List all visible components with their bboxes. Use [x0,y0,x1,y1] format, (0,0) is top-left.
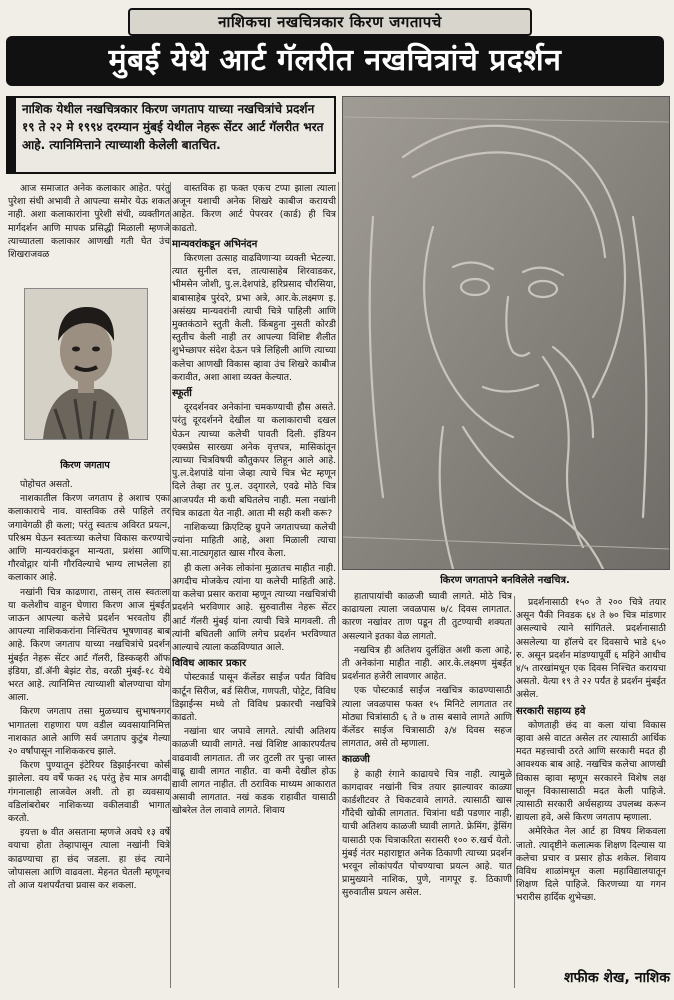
paragraph: किरणला उत्साह वाढविणाऱ्या व्यक्ती भेटल्या. त्यात सुनील दत्त, तात्यासाहेब शिरवाडकर, भीमसेन जोशी, पु.ल.देशपांडे, हरिप्रसाद चौरसिया, बाबासाहेब पुरंदरे, प्रभा अत्रे, आर.के.लक्ष्मण इ. असंख्य मान्यवरांनी त्याची चित्रे पाहिली आणि मुक्तकंठाने स्तुती केली. किंबहुना नुसती कोरडी स्तुतीच केली नाही तर आपल्या विशिष्ट शैलीत शुभेच्छापर संदेश देऊन पत्रे लिहिली आणि त्याच्या कलेचा आणखी विकास व्हावा उंच शिखरे काबीज करावीत, अशा आशा व्यक्त केल्यात. [172,253,336,383]
paragraph: नाशकातील किरण जगताप हे अशाच एका कलाकाराचे नाव. वास्तविक तसे पाहिले तर जगावेगळी ही कला; परंतु स्वतःच अविरत प्रयत्न, परिश्रम घेऊन स्वतःच्या कलेचा विकास करण्याचे आणि मान्यवरांकडून मान्यता, प्रशंसा आणि गौरवोद्गार यांनी गौरविल्याचे भाग्य लाभलेला हा कलाकार आहे. [8,493,170,584]
nail-art-photo [342,96,670,570]
paragraph: दूरदर्शनवर अनेकांना चमकण्याची हौस असते. परंतु दूरदर्शनने देखील या कलाकाराची दखल घेऊन त्याच्या कलेची पावती दिली. इंडियन एक्सप्रेस सारख्या अनेक वृत्तपत्र, मासिकांतून त्याच्या चित्रविषयी कौतुकपर लिहून आले आहे. पु.ल.देशपांडे यांना जेव्हा त्याचे चित्र भेट म्हणून दिले तेव्हा तर पु.ल. उद्‌गारले, एवढे मोठे चित्र आजपर्यंत मी कधी बघितलेच नाही. मला नखांनी चित्र काढता येत नाही. आता मी सही कशी करू? [172,402,336,519]
paragraph: पोहोचत असतो. [20,479,73,490]
paragraph: किरण पुण्यातून इंटेरियर डिझाईनरचा कोर्स झालेला. वय वर्षे फक्त २६ परंतु हेच मात्र अगदी गंगनालाही लाजवेल अशी. तो हा व्यवसाय वडिलांबरोबर नाशिकच्या वकीलवाडी भागात करतो. [8,760,170,825]
paragraph: प्रदर्शनासाठी १५० ते २०० चित्रे तयार असून पैकी निवडक ६४ ते ७० चित्र मांडणार असल्याचे त्याने सांगितले. प्रदर्शनासाठी असलेल्या या हॉलचे दर दिवसाचे भाडे ६५० रु. असून प्रदर्शन मांडण्यापूर्वी ६ महिने आधीच ४/५ तारखांमधून एक दिवस निश्चित करायचा असतो. येत्या १९ ते २२ पर्यंत हे प्रदर्शन मुंबईत असेल. [516,597,666,701]
paragraph: कोणताही छंद वा कला यांचा विकास व्हावा असे वाटत असेल तर त्यासाठी आर्थिक मदत महत्त्वाची ठरते आणि सरकारी मदत ही आवश्यक बाब आहे. नखचित्र कलेचा आणखी विकास व्हावा म्हणून सरकारने विशेष लक्ष घालून विकासासाठी मदत केली पाहिजे. त्यासाठी सरकारी अर्थसहाय्य उपलब्ध करून द्यायला हवे, असे किरण जगताप म्हणाला. [516,719,666,824]
column-1-top [8,182,170,286]
paragraph: हातापायांची काळजी घ्यावी लागते. मोठे चित्र काढायला त्याला जवळपास ७/८ दिवस लागतात. कारण नखांवर ताण पडून ती तुटण्याची शक्यता असल्याने इतका वेळ लागतो. [342,591,512,642]
paragraph: एक पोस्टकार्ड साईज नखचित्र काढण्यासाठी त्याला जवळपास फक्त १५ मिनिटे लागतात तर मोठ्या चित्रांसाठी ६ ते ७ तास बसावे लागते आणि कॅलेंडर साईज चित्रासाठी ३/४ दिवस सहज लागतात, असे तो म्हणाला. [342,685,512,750]
subheading: मान्यवरांकडून अभिनंदन [172,238,258,250]
paragraph: नखांना धार जपावे लागते. त्यांची अतिशय काळजी घ्यावी लागते. नखं विशिष्ट आकारपर्यंतच वाढवावी लागतात. ती जर तुटली तर पुन्हा जास्त वाढू द्यावी लागत नाहीत. वा कमी देखील होऊ द्यावी लागत नाहीत. ती ठराविक माध्यम आकारात असावी लागतात. नखं कडक राहावीत यासाठी खोबरेल तेल लावावे लागते. शिवाय [172,726,336,817]
headline: मुंबई येथे आर्ट गॅलरीत नखचित्रांचे प्रदर्शन [6,36,664,86]
column-divider [170,182,171,988]
column-3 [342,590,512,988]
paragraph: अमेरिकेत नेल आर्ट हा विषय शिकवला जातो. त्यादृष्टीने कलात्मक शिक्षण दिल्यास या कलेचा प्रचार व प्रसार होऊ शकेल. शिवाय विविध शाळांमधून कला महाविद्यालयातून शिक्षण दिले पाहिजे. किरणच्या या गगन भरारीस हार्दिक शुभेच्छा. [516,826,666,904]
column-divider [514,596,515,988]
subheading: काळजी [342,754,370,766]
column-divider [338,182,339,988]
subheading: विविध आकार प्रकार [172,658,247,670]
portrait-photo [24,288,148,440]
column-4 [516,596,666,956]
artwork-caption: किरण जगतापने बनविलेले नखचित्र. [440,575,570,586]
kicker-heading: नाशिकचा नखचित्रकार किरण जगतापचे [128,8,532,36]
portrait-image-icon [25,289,147,439]
intro-box: नाशिक येथील नखचित्रकार किरण जगताप याच्या नखचित्रांचे प्रदर्शन १९ ते २२ मे १९९४ दरम्यान मुंबई येथील नेहरू सेंटर आर्ट गॅलरीत भरत आहे. त्यानिमित्ताने त्याच्याशी केलेली बातचित. [6,96,336,174]
paragraph: नखांनी चित्र काढणारा, तासन् तास स्वतःला या कलेशीच वाहून घेणारा किरण आज मुंबईत जाऊन आपल्या कलेचे प्रदर्शन भरवतोय ही आपल्या नाशिककरांना निश्चितच भूषणावह बाब आहे. किरण जगताप याच्या नखचित्रांचे प्रदर्शन मुंबईत नेहरू सेंटर आर्ट गॅलरी, डिस्कव्हरी ऑफ इंडिया, डॉ.ॲनी बेझंट रोड, वरळी मुंबई-१८ येथे भरत आहे. त्यानिमित्त त्याच्याशी बोलण्याचा योग आला. [8,586,170,704]
paragraph: पोस्टकार्ड पासून कॅलेंडर साईज पर्यंत विविध कार्टून सिरीज, बर्ड सिरीज, गणपती, पोट्रेट, विविध डिझाईन्स मध्ये तो विविध प्रकारची नखचित्रे काढतो. [172,672,336,723]
paragraph: ही कला अनेक लोकांना मुळातच माहीत नाही. अगदीच मोजकेच त्यांना या कलेची माहिती आहे. या कलेचा प्रसार करावा म्हणून त्याच्या नखचित्रांची प्रदर्शने भरविणार आहे. सुरुवातीस नेहरू सेंटर आर्ट गॅलरी मुंबई यांना त्याची चित्रे मागवली. ती त्यांनी बघितली आणि लगेच प्रदर्शन भरविण्यात आल्याचे त्याला कळविण्यात आले. [172,562,336,653]
paragraph: वास्तविक हा फक्त एकच टप्पा झाला त्याला अजून यशाची अनेक शिखरे काबीज करायची आहेत. किरण आर्ट पेपरवर (कार्ड) ही चित्र काढतो. [172,183,336,234]
paragraph: इयत्ता ७ वीत असताना म्हणजे अवघे १३ वर्षे वयाचा होता तेव्हापासून त्याला नखांनी चित्रे काढण्याचा हा छंद जडला. हा छंद त्याने जोपासला आणि वाढवला. मेहनत घेतली म्हणूनच तो आज यशपर्यंतचा प्रवास कर शकला. [8,827,170,892]
byline: शफीक शेख, नाशिक [563,970,670,986]
paragraph: नाशिकच्या क्रिएटिव्ह ग्रुपने जगतापच्या कलेची ज्यांना माहिती आहे, अशा मिळाली त्याचा प.सा.नाट्यगृहात खास गौरव केला. [172,522,336,560]
paragraph: आज समाजात अनेक कलाकार आहेत. परंतु पुरेशा संधी अभावी ते आपल्या समोर येऊ शकत नाही. अशा कलाकारांना पुरेशी संधी, व्यक्तीगत मार्गदर्शन आणि मापक प्रसिद्धी मिळाली म्हणजे त्याच्यातला कलाकार आणखी गती घेत उंच शिखराजवळ [8,183,170,261]
paragraph: हे काही रंगाने काढायचे चित्र नाही. त्यामुळे कागदावर नखांनी चित्र तयार झाल्यावर काळ्या कार्डशीटवर ते चिकटवावे लागते. त्यासाठी खास गौंदेची खोकी लागतात. चित्रांना धडी पडणार नाही, याची अतिशय काळजी घ्यावी लागते. फ्रेमिंग, ड्रेसिंग यासाठी एक चित्राकरिता सरासरी १०० रु.खर्च येतो. मुंबई नंतर महाराष्ट्रात अनेक ठिकाणी त्याच्या प्रदर्शन भरवून लोकांपर्यंत पोचण्याचा प्रयत्न आहे. यात प्रामुख्याने नाशिक, पुणे, नागपूर इ. ठिकाणी सुरुवातीस प्रयत्न असेल. [342,768,512,899]
nail-art-image-icon [343,97,669,569]
column-1-bottom [8,478,170,988]
subheading: सरकारी सहाय्य हवे [516,705,586,717]
paragraph: किरण जगताप तसा मुळच्याच सुभाषनगर भागातला राहणारा पण वडील व्यवसायानिमित्त नाशकात आले आणि सर्व जगताप कुटुंब गेल्या २० वर्षांपासून नाशिककरच झाले. [8,706,170,758]
portrait-caption: किरण जगताप [60,460,110,471]
subheading: स्फूर्ती [172,388,192,400]
paragraph: नखचित्र ही अतिशय दुर्लक्षित अशी कला आहे, ती अनेकांना माहीत नाही. आर.के.लक्ष्मण मुंबईत प्रदर्शनात हजेरी लावणार आहेत. [342,644,512,683]
column-2 [172,182,336,988]
